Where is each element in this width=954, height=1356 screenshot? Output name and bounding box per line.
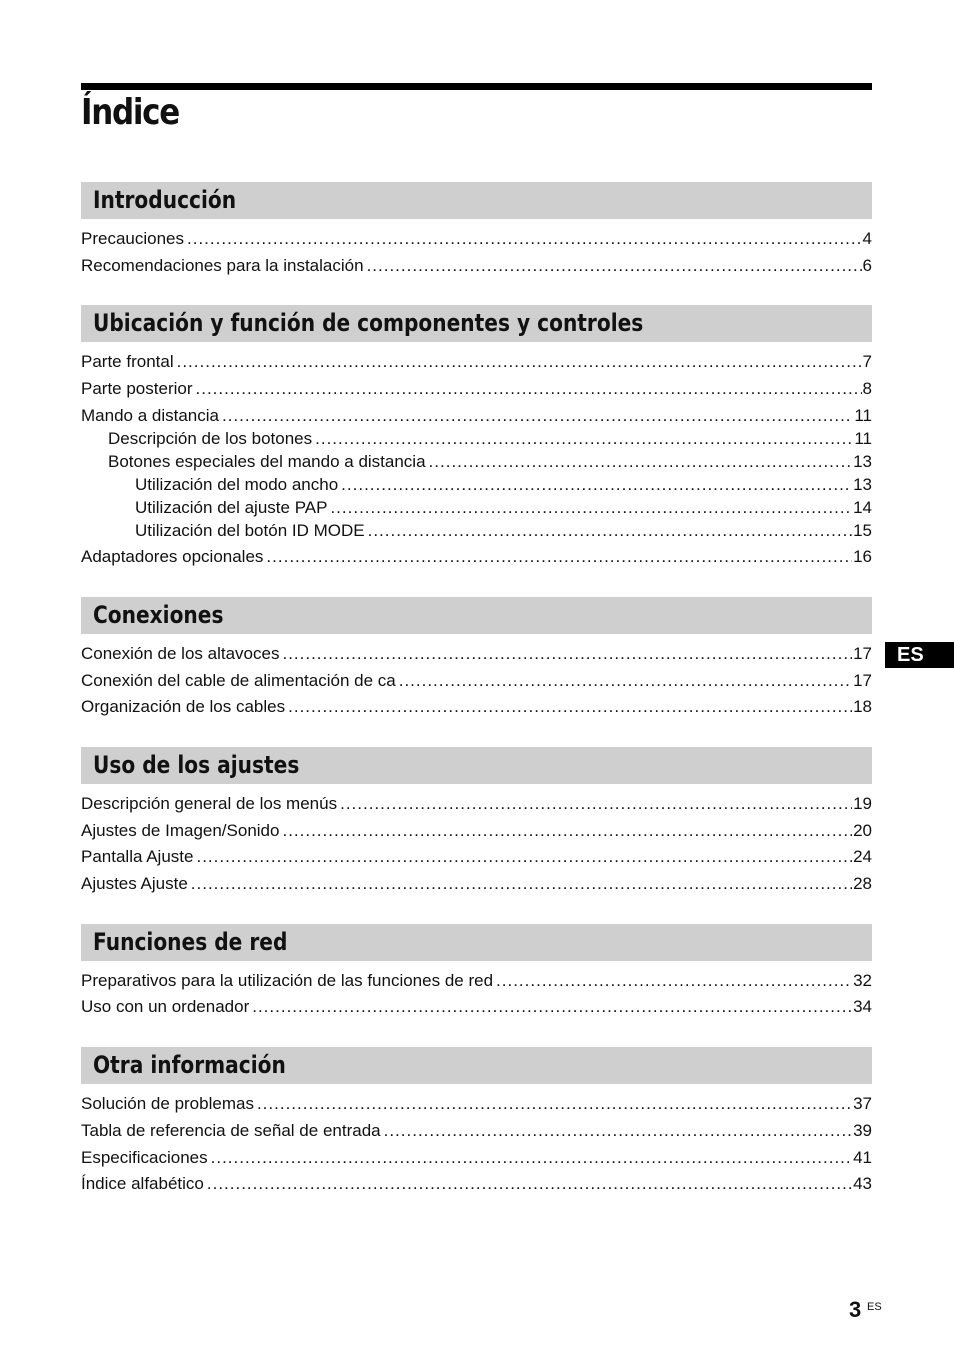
toc-subentry[interactable]	[108, 451, 872, 473]
toc-entry[interactable]	[81, 846, 872, 868]
toc-entry-page: 8	[862, 379, 872, 398]
title-rule	[81, 83, 872, 90]
toc-entry[interactable]	[81, 546, 872, 568]
toc-entry-label: Pantalla Ajuste	[81, 847, 194, 866]
toc-entry-page: 14	[853, 498, 872, 517]
toc-entry-page: 19	[853, 794, 872, 813]
section-heading: Conexiones	[93, 601, 224, 629]
toc-entry[interactable]	[81, 873, 872, 895]
dot-leader	[340, 793, 852, 815]
section-header-otra-informacion	[81, 1047, 872, 1084]
toc-entry[interactable]	[81, 378, 872, 400]
toc-entry-label: Ajustes de Imagen/Sonido	[81, 821, 280, 840]
dot-leader	[282, 643, 852, 665]
toc-entry-label: Utilización del botón ID MODE	[135, 521, 365, 540]
toc-entry-page: 16	[853, 547, 872, 566]
toc-entry[interactable]	[81, 1147, 872, 1169]
toc-entry-label: Precauciones	[81, 229, 185, 248]
toc-entry-page: 41	[853, 1148, 872, 1167]
dot-leader	[330, 497, 852, 519]
toc-entry[interactable]	[81, 255, 872, 277]
toc-entry-page: 11	[854, 429, 872, 448]
dot-leader	[222, 405, 853, 427]
dot-leader	[429, 451, 853, 473]
toc-entry-page: 4	[862, 229, 872, 248]
toc-subsubentry[interactable]	[135, 497, 872, 519]
section-heading: Funciones de red	[93, 928, 288, 956]
toc-entry-label: Descripción general de los menús	[81, 794, 338, 813]
toc-entry-label: Descripción de los botones	[108, 429, 313, 448]
section-heading: Otra información	[93, 1051, 286, 1079]
toc-entry[interactable]	[81, 1173, 872, 1195]
toc-entry[interactable]	[81, 351, 872, 373]
toc-entry-label: Uso con un ordenador	[81, 997, 250, 1016]
toc-entry[interactable]	[81, 970, 872, 992]
dot-leader	[207, 1173, 852, 1195]
toc-entry-page: 7	[862, 352, 872, 371]
toc-entry[interactable]	[81, 820, 872, 842]
dot-leader	[196, 378, 862, 400]
dot-leader	[367, 255, 862, 277]
toc-entry-page: 11	[854, 406, 872, 425]
toc-entry-label: Solución de problemas	[81, 1094, 254, 1113]
toc-entry[interactable]	[81, 1093, 872, 1115]
toc-entry-page: 24	[853, 847, 872, 866]
toc-entry-label: Botones especiales del mando a distancia	[108, 452, 426, 471]
toc-entry[interactable]	[81, 405, 872, 427]
toc-entry-page: 17	[853, 644, 872, 663]
toc-entry-label: Mando a distancia	[81, 406, 219, 425]
dot-leader	[187, 228, 862, 250]
dot-leader	[399, 670, 852, 692]
section-header-ubicacion	[81, 305, 872, 342]
toc-subsubentry[interactable]	[135, 474, 872, 496]
toc-entry-label: Parte frontal	[81, 352, 174, 371]
toc-entry-page: 13	[853, 452, 872, 471]
dot-leader	[266, 546, 852, 568]
dot-leader	[496, 970, 852, 992]
toc-entry-label: Especificaciones	[81, 1148, 208, 1167]
dot-leader	[282, 820, 852, 842]
toc-entry-page: 32	[853, 971, 872, 990]
toc-subsubentry[interactable]	[135, 520, 872, 542]
toc-subentry[interactable]	[108, 428, 872, 450]
toc-entry-page: 28	[853, 874, 872, 893]
toc-entry-label: Utilización del ajuste PAP	[135, 498, 328, 517]
toc-entry-label: Organización de los cables	[81, 697, 286, 716]
section-header-funciones-red	[81, 924, 872, 961]
toc-entry-page: 13	[853, 475, 872, 494]
toc-entry-page: 18	[853, 697, 872, 716]
dot-leader	[252, 996, 852, 1018]
dot-leader	[211, 1147, 852, 1169]
section-heading: Introducción	[93, 186, 237, 214]
toc-entry-page: 43	[853, 1174, 872, 1193]
toc-entry-page: 6	[862, 256, 872, 275]
dot-leader	[384, 1120, 852, 1142]
toc-entry-page: 17	[853, 671, 872, 690]
toc-entry-page: 37	[853, 1094, 872, 1113]
toc-entry[interactable]	[81, 643, 872, 665]
dot-leader	[368, 520, 852, 542]
section-header-introduccion	[81, 182, 872, 219]
dot-leader	[177, 351, 862, 373]
toc-entry-page: 15	[853, 521, 872, 540]
toc-entry-label: Adaptadores opcionales	[81, 547, 264, 566]
page-number-suffix: ES	[867, 1301, 882, 1313]
toc-entry-label: Tabla de referencia de señal de entrada	[81, 1121, 381, 1140]
dot-leader	[191, 873, 852, 895]
toc-entry-label: Utilización del modo ancho	[135, 475, 339, 494]
dot-leader	[315, 428, 853, 450]
dot-leader	[196, 846, 852, 868]
toc-entry[interactable]	[81, 793, 872, 815]
toc-entry-label: Parte posterior	[81, 379, 193, 398]
toc-entry[interactable]	[81, 1120, 872, 1142]
section-header-conexiones	[81, 597, 872, 634]
page-number: 3	[849, 1297, 862, 1322]
section-heading: Ubicación y función de componentes y controles	[93, 309, 644, 337]
toc-entry-label: Preparativos para la utilización de las funciones de red	[81, 971, 494, 990]
toc-entry-label: Índice alfabético	[81, 1174, 204, 1193]
dot-leader	[341, 474, 852, 496]
section-heading: Uso de los ajustes	[93, 751, 300, 779]
language-tab: ES	[885, 642, 954, 668]
toc-entry[interactable]	[81, 670, 872, 692]
toc-entry-label: Ajustes Ajuste	[81, 874, 188, 893]
toc-entry-label: Conexión del cable de alimentación de ca	[81, 671, 396, 690]
toc-entry[interactable]	[81, 696, 872, 718]
dot-leader	[288, 696, 852, 718]
toc-entry-page: 20	[853, 821, 872, 840]
toc-entry[interactable]	[81, 996, 872, 1018]
toc-entry-page: 39	[853, 1121, 872, 1140]
page-title: Índice	[81, 92, 179, 133]
toc-entry-page: 34	[853, 997, 872, 1016]
toc-entry[interactable]	[81, 228, 872, 250]
toc-entry-label: Recomendaciones para la instalación	[81, 256, 364, 275]
dot-leader	[257, 1093, 852, 1115]
toc-entry-label: Conexión de los altavoces	[81, 644, 280, 663]
section-header-uso-ajustes	[81, 747, 872, 784]
